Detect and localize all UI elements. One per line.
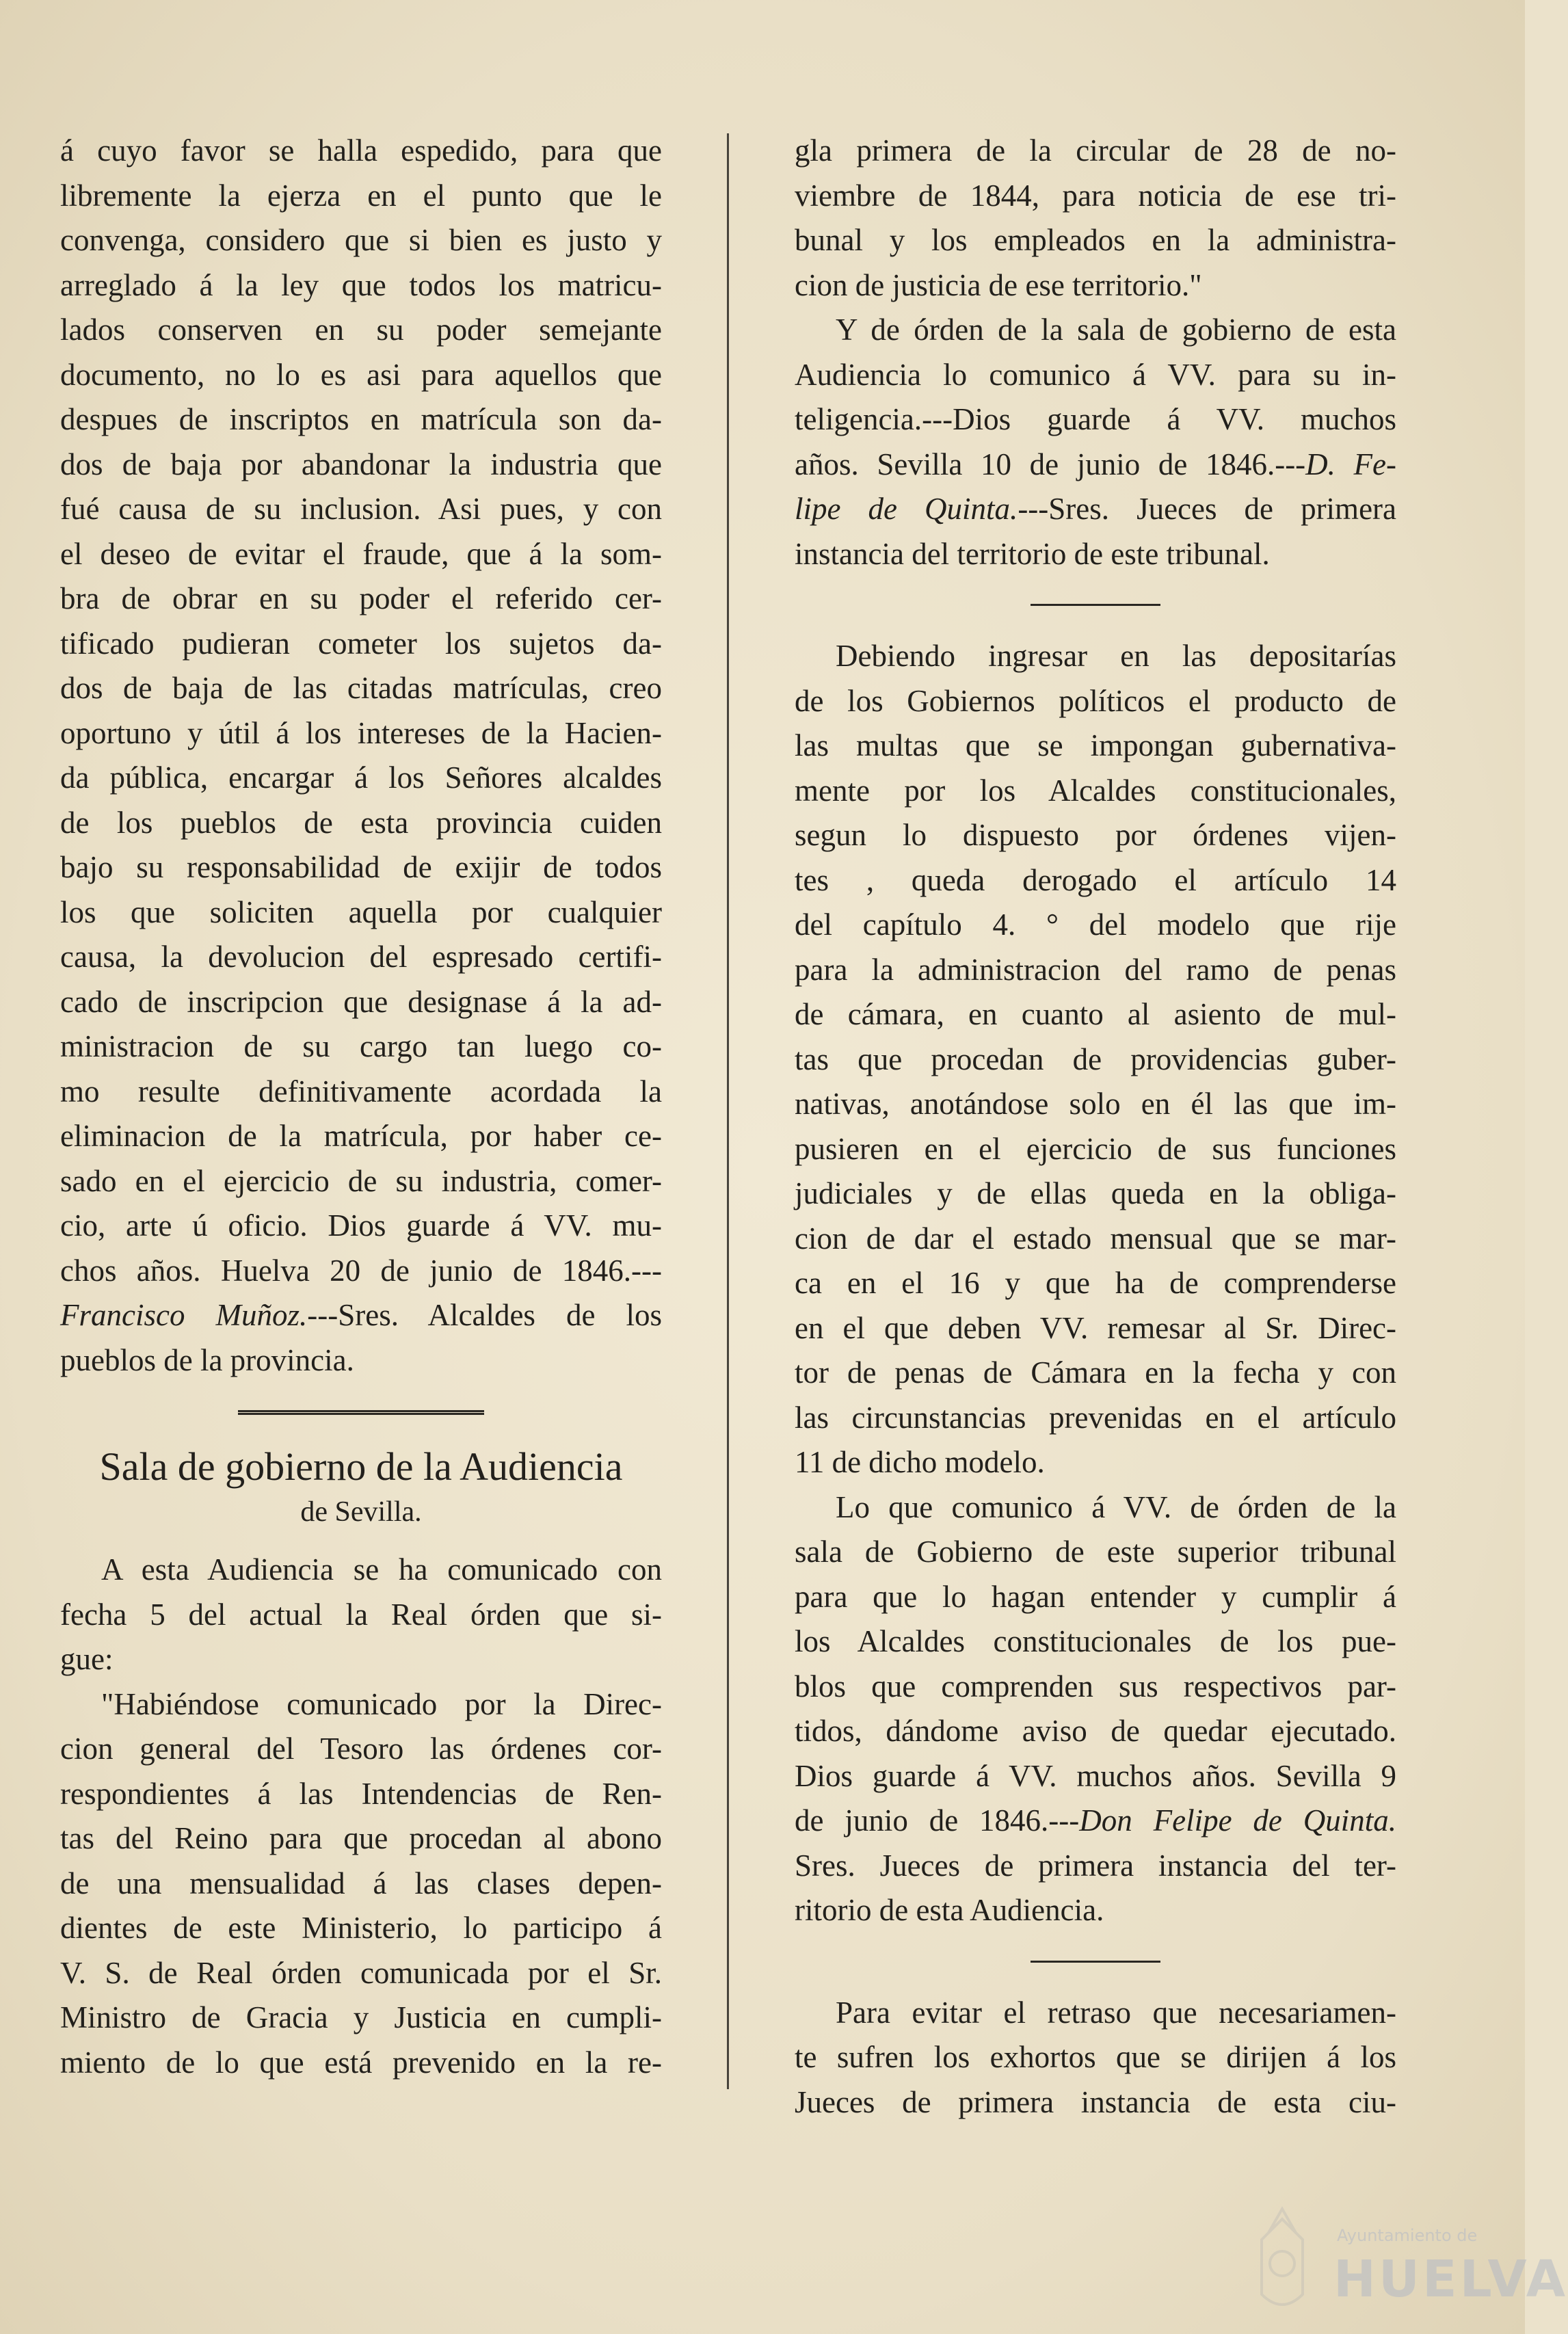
text-line: convenga, considero que si bien es justo y <box>60 223 662 257</box>
section-separator <box>1031 1961 1160 1963</box>
text-line: ritorio de esta Audiencia. <box>795 1893 1104 1927</box>
text-line: sado en el ejercicio de su industria, comer- <box>60 1163 662 1198</box>
signature-name: D. Fe- <box>1305 447 1396 481</box>
text-line: da pública, encargar á los Señores alcaldes <box>60 760 662 795</box>
left-column <box>60 129 662 2085</box>
text-line: las multas que se impongan gubernativa- <box>795 728 1396 762</box>
section-separator <box>238 1410 484 1415</box>
signature-rest: ---Sres. Alcaldes de los <box>307 1298 662 1332</box>
right-column <box>795 129 1396 2125</box>
text-line: causa, la devolucion del espresado certifi- <box>60 940 662 974</box>
text-line: cion de dar el estado mensual que se mar- <box>795 1221 1396 1256</box>
text-line: en el que deben VV. remesar al Sr. Direc- <box>795 1310 1396 1345</box>
text-line: judiciales y de ellas queda en la obliga- <box>795 1176 1396 1210</box>
text-line: Audiencia lo comunico á VV. para su in- <box>795 357 1396 392</box>
text-line: tificado pudieran cometer los sujetos da- <box>60 626 662 661</box>
text-line: gla primera de la circular de 28 de no- <box>795 133 1396 168</box>
text-line: Lo que comunico á VV. de órden de la <box>836 1489 1396 1524</box>
text-line: dos de baja de las citadas matrículas, creo <box>60 671 662 705</box>
text-line: instancia del territorio de este tribunal. <box>795 536 1270 571</box>
signature-name: Don Felipe de Quinta. <box>1079 1803 1396 1838</box>
text-line: 11 de dicho modelo. <box>795 1445 1045 1479</box>
section-heading: Sala de gobierno de la Audiencia <box>99 1444 623 1489</box>
text-line: segun lo dispuesto por órdenes vijen- <box>795 818 1396 852</box>
text-line: ministracion de su cargo tan luego co- <box>60 1029 662 1063</box>
signature-rest: ---Sres. Jueces de primera <box>1018 492 1396 526</box>
text-line: Jueces de primera instancia de esta ciu- <box>795 2084 1396 2119</box>
text-line: las circunstancias prevenidas en el artículo <box>795 1400 1396 1435</box>
text-line: Debiendo ingresar en las depositarías <box>836 639 1396 673</box>
text-line: Y de órden de la sala de gobierno de esta <box>836 313 1396 347</box>
text-line: bunal y los empleados en la administra- <box>795 223 1396 257</box>
text-line: de cámara, en cuanto al asiento de mul- <box>795 997 1396 1031</box>
text-line: dientes de este Ministerio, lo participo á <box>60 1911 662 1945</box>
text-line: tes , queda derogado el artículo 14 <box>795 862 1396 897</box>
section-subheading: de Sevilla. <box>300 1496 422 1528</box>
text-line: cion general del Tesoro las órdenes cor- <box>60 1732 662 1766</box>
text-fragment: de junio de 1846.--- <box>795 1803 1080 1838</box>
text-line: los que soliciten aquella por cualquier <box>60 894 662 929</box>
text-line: bajo su responsabilidad de exijir de todos <box>60 850 662 884</box>
text-line: para la administracion del ramo de penas <box>795 952 1396 987</box>
text-line: tas que procedan de providencias guber- <box>795 1042 1396 1076</box>
signature-name: lipe de Quinta. <box>795 492 1018 526</box>
text-line: Sres. Jueces de primera instancia del ter- <box>795 1848 1396 1883</box>
text-line: á cuyo favor se halla espedido, para que <box>60 133 662 168</box>
watermark-subtext: Ayuntamiento de <box>1337 2226 1478 2245</box>
text-line: mo resulte definitivamente acordada la <box>60 1074 662 1109</box>
text-line: tas del Reino para que procedan al abono <box>60 1821 662 1855</box>
text-line: te sufren los exhortos que se dirijen á los <box>795 2040 1396 2074</box>
text-line: pueblos de la provincia. <box>60 1342 354 1377</box>
text-line: el deseo de evitar el fraude, que á la som- <box>60 536 662 571</box>
text-line: respondientes á las Intendencias de Ren- <box>60 1776 662 1811</box>
text-line: sala de Gobierno de este superior tribunal <box>795 1535 1396 1569</box>
signature-name: Francisco Muñoz. <box>60 1298 308 1332</box>
text-line: nativas, anotándose solo en él las que im- <box>795 1087 1396 1121</box>
text-line: del capítulo 4. ° del modelo que rije <box>795 907 1396 942</box>
text-line: tor de penas de Cámara en la fecha y con <box>795 1355 1396 1390</box>
text-line: pusieren en el ejercicio de sus funciones <box>795 1131 1396 1166</box>
text-line: ca en el 16 y que ha de comprenderse <box>795 1266 1396 1300</box>
text-line: cion de justicia de ese territorio." <box>795 267 1202 302</box>
text-line: blos que comprenden sus respectivos par- <box>795 1669 1396 1703</box>
text-line: libremente la ejerza en el punto que le <box>60 178 662 213</box>
text-line: de los pueblos de esta provincia cuiden <box>60 805 662 840</box>
signature-line <box>795 442 1396 488</box>
signature-line <box>60 1293 662 1338</box>
text-line: mente por los Alcaldes constitucionales, <box>795 773 1396 808</box>
watermark-text: HUELVA <box>1333 2250 1568 2309</box>
text-line: Para evitar el retraso que necesariamen- <box>836 1995 1396 2030</box>
text-fragment: años. Sevilla 10 de junio de 1846.--- <box>795 447 1306 481</box>
text-line: lados conserven en su poder semejante <box>60 313 662 347</box>
text-line: despues de inscriptos en matrícula son da- <box>60 402 662 436</box>
section-separator <box>1031 604 1160 607</box>
text-line: V. S. de Real órden comunicada por el Sr. <box>60 1955 662 1990</box>
text-line: cio, arte ú oficio. Dios guarde á VV. mu- <box>60 1208 662 1243</box>
text-line: chos años. Huelva 20 de junio de 1846.--- <box>60 1253 662 1288</box>
text-line: Ministro de Gracia y Justicia en cumpli- <box>60 2000 662 2034</box>
text-line: oportuno y útil á los intereses de la Hacien- <box>60 715 662 750</box>
text-line: bra de obrar en su poder el referido cer- <box>60 581 662 615</box>
text-line: fecha 5 del actual la Real órden que si- <box>60 1597 662 1632</box>
text-line: "Habiéndose comunicado por la Direc- <box>101 1686 662 1721</box>
text-line: viembre de 1844, para noticia de ese tri- <box>795 178 1396 213</box>
text-line: miento de lo que está prevenido en la re- <box>60 2045 662 2080</box>
text-line: Dios guarde á VV. muchos años. Sevilla 9 <box>795 1758 1396 1793</box>
signature-line <box>795 487 1396 532</box>
text-line: de los Gobiernos políticos el producto de <box>795 683 1396 718</box>
text-line: eliminacion de la matrícula, por haber ce- <box>60 1119 662 1153</box>
text-line: arreglado á la ley que todos los matricu- <box>60 267 662 302</box>
text-line: fué causa de su inclusion. Asi pues, y con <box>60 492 662 526</box>
text-line: de una mensualidad á las clases depen- <box>60 1866 662 1900</box>
column-divider <box>727 133 729 2089</box>
text-line: cado de inscripcion que designase á la ad- <box>60 984 662 1019</box>
signature-line <box>795 1799 1396 1844</box>
text-line: tidos, dándome aviso de quedar ejecutado. <box>795 1714 1396 1748</box>
text-line: dos de baja por abandonar la industria que <box>60 447 662 481</box>
text-line: gue: <box>60 1642 114 1676</box>
text-line: teligencia.---Dios guarde á VV. muchos <box>795 402 1396 436</box>
text-line: A esta Audiencia se ha comunicado con <box>101 1552 662 1587</box>
text-line: los Alcaldes constitucionales de los pue- <box>795 1624 1396 1658</box>
text-line: documento, no lo es asi para aquellos que <box>60 357 662 392</box>
text-line: para que lo hagan entender y cumplir á <box>795 1579 1396 1614</box>
